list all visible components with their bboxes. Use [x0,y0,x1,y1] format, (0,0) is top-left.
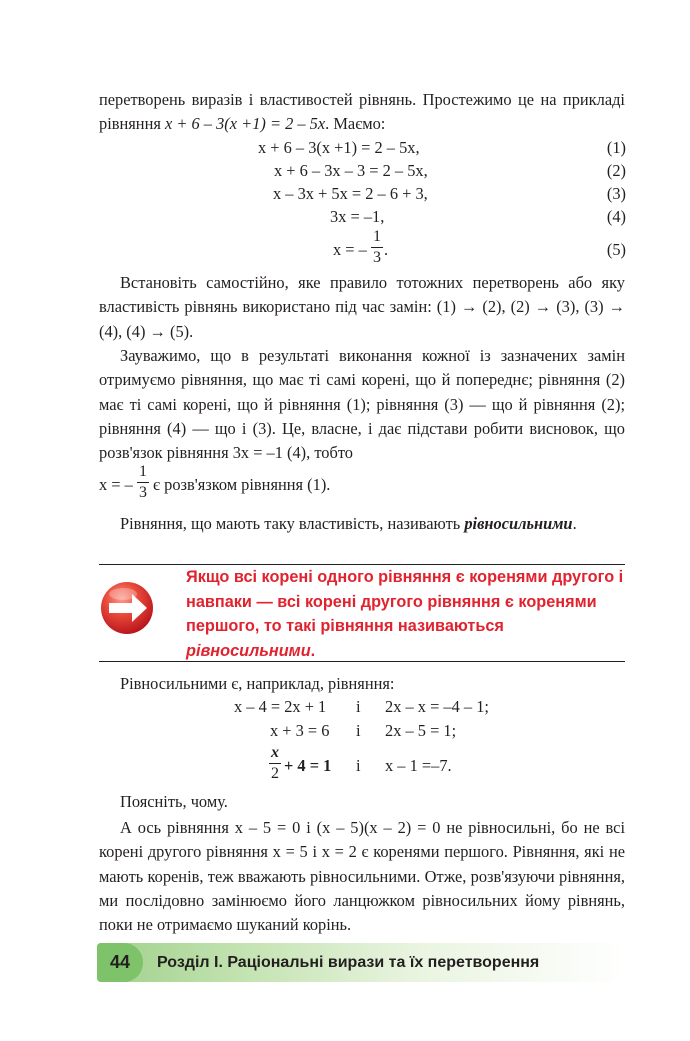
definition-term: рівносильними [464,514,573,533]
example-3-right: x – 1 =–7. [385,756,452,775]
rule-statement-text: Якщо всі корені одного рівняння є коренями другого і навпаки — всі корені другого рівняння є коренями першого, то такі рівняння називаються [186,568,624,635]
example-1-right: 2x – x = –4 – 1; [385,697,489,716]
paragraph-counterexample: А ось рівняння x – 5 = 0 і (x – 5)(x – 2) = 0 не рівносильні, бо не всі корені другого рівняння x = 5 і x = 2 є коренями першого. Рівняння, які не мають коренів, теж вважають рівносильними. Отже, розв'язуючи рівняння, ми послідовно замінюємо його ланцюжком рівносильних йому рівнянь, поки не отримаємо шуканий корінь. [99,818,625,935]
example-1-left: x – 4 = 2x + 1 [234,697,327,716]
intro-paragraph [99,88,625,137]
rule-statement [186,565,626,663]
equation-step-5-suffix: . [384,240,389,259]
equation-number-1: (1) [606,138,626,157]
fraction-bar [137,482,149,483]
page-number: 44 [97,943,143,982]
fraction-bar [371,247,383,248]
intro-equation: x + 6 – 3(x +1) = 2 – 5x [164,114,326,134]
definition-end: . [572,514,577,533]
fraction-bar [269,763,281,764]
example-3-fraction [269,744,281,786]
fraction-numerator: x [271,744,279,761]
definition-lead-text: Рівняння, що мають таку властивість, називають [120,514,465,533]
fraction-denominator: 2 [271,765,279,782]
equation-number-3: (3) [606,184,626,203]
remark-end-fraction [137,463,149,505]
example-3-and: і [356,756,361,775]
example-3-left: + 4 = 1 [284,756,332,775]
paragraph-question: Встановіть самостійно, яке правило тотожних перетворень або яку властивість рівнянь використано під час замін: (1) → (2), (2) → (3), (3) → (4), (4) → (5). [99,273,625,341]
arrow-icon [99,580,155,636]
equation-number-2: (2) [606,161,626,180]
equation-number-4: (4) [606,207,626,226]
rule-end: . [310,641,316,660]
equation-step-1: x + 6 – 3(x +1) = 2 – 5x, [258,138,420,157]
equation-step-2: x + 6 – 3x – 3 = 2 – 5x, [274,161,428,180]
equation-step-5-fraction [371,228,383,270]
rule-bottom-line [99,661,625,662]
example-2-left: x + 3 = 6 [270,721,330,740]
remark-end-suffix: є розв'язком рівняння (1). [153,475,331,494]
fraction-denominator: 3 [373,249,381,266]
intro-lead: перетворень виразів і властивостей рівнянь. Простежимо це на прикладі рівняння [99,90,625,134]
explain-prompt: Поясніть, чому. [120,792,228,811]
rule-term: рівносильними [186,641,311,660]
remark-end-prefix: x = – [99,475,133,494]
equation-number-5: (5) [606,240,626,259]
equation-step-3: x – 3x + 5x = 2 – 6 + 3, [273,184,428,203]
equation-step-5-prefix: x = – [333,240,367,259]
equation-step-4: 3x = –1, [330,207,385,226]
fraction-numerator: 1 [373,228,381,245]
example-2-right: 2x – 5 = 1; [385,721,457,740]
example-1-and: і [356,697,361,716]
paragraph-remark: Зауважимо, що в результаті виконання кожної із зазначених замін отримуємо рівняння, що має ті самі корені, що й попереднє; рівняння (2) має ті самі корені, що й рівняння (1); рівняння (3) — що й рівняння (2); рівняння (4) — що і (3). Це, власне, і дає підстави робити висновок, що розв'язок рівняння 3x = –1 (4), тобто [99,346,625,463]
fraction-numerator: 1 [139,463,147,480]
chapter-title: Розділ І. Раціональні вирази та їх перетворення [157,954,540,971]
paragraph-definition-lead [99,512,625,536]
examples-intro: Рівносильними є, наприклад, рівняння: [120,674,395,693]
fraction-denominator: 3 [139,484,147,501]
example-2-and: і [356,721,361,740]
intro-tail: . Маємо: [325,114,386,134]
